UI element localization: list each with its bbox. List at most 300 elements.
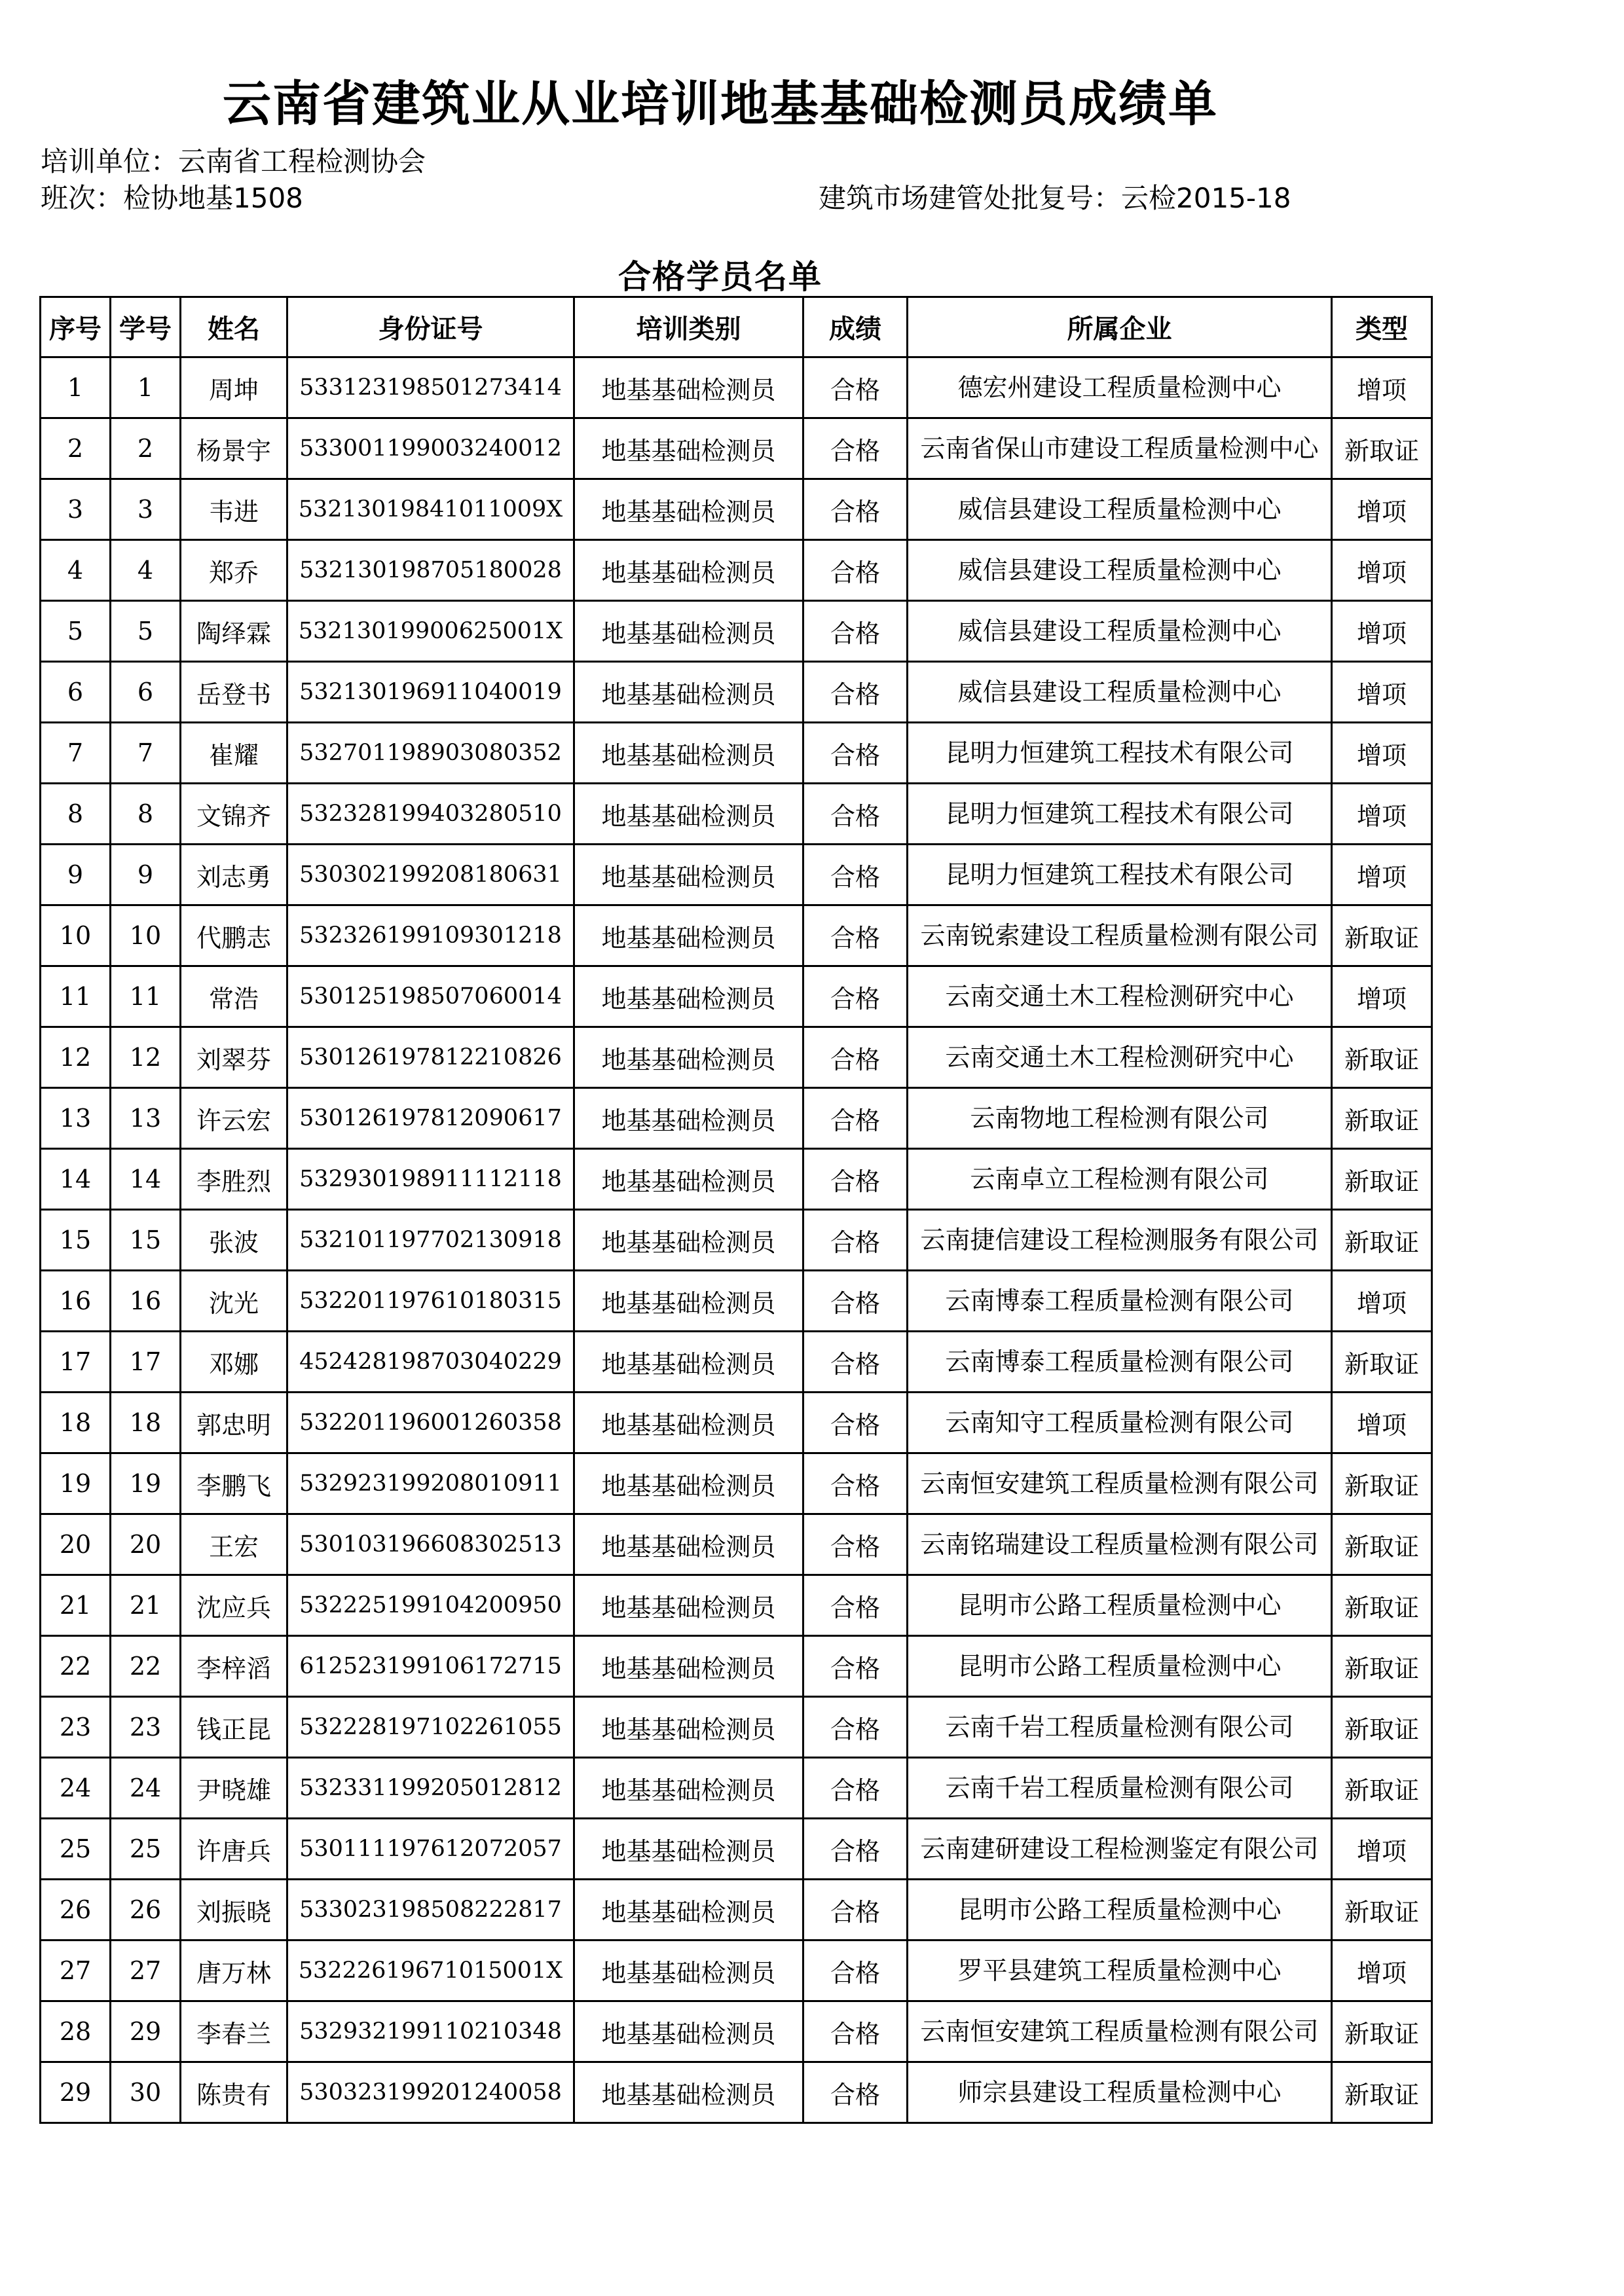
seq-cell: 10 bbox=[41, 905, 111, 966]
company-text: 云南恒安建筑工程质量检测有限公司 bbox=[920, 2017, 1319, 2046]
table-row bbox=[41, 1149, 1432, 1210]
seq-cell: 6 bbox=[41, 662, 111, 723]
score-cell: 合格 bbox=[803, 1393, 908, 1453]
type-cell: 新取证 bbox=[1332, 1880, 1432, 1941]
seq-cell: 20 bbox=[41, 1514, 111, 1575]
company-cell bbox=[908, 784, 1332, 845]
training-category-cell: 地基基础检测员 bbox=[574, 1697, 803, 1758]
company-cell bbox=[908, 723, 1332, 784]
company-cell bbox=[908, 845, 1332, 905]
company-text: 昆明市公路工程质量检测中心 bbox=[957, 1652, 1282, 1681]
id-number-cell: 530126197812210826 bbox=[287, 1027, 574, 1088]
training-category-cell: 地基基础检测员 bbox=[574, 1088, 803, 1149]
score-cell: 合格 bbox=[803, 1210, 908, 1271]
name-cell: 岳登书 bbox=[181, 662, 287, 723]
company-cell bbox=[908, 1210, 1332, 1271]
header-seq: 序号 bbox=[41, 297, 111, 357]
student-no-cell: 3 bbox=[111, 479, 181, 540]
student-no-cell: 10 bbox=[111, 905, 181, 966]
student-no-cell: 23 bbox=[111, 1697, 181, 1758]
company-cell bbox=[908, 1575, 1332, 1636]
id-number-cell: 452428198703040229 bbox=[287, 1332, 574, 1393]
student-no-cell: 13 bbox=[111, 1088, 181, 1149]
id-number-cell: 530302199208180631 bbox=[287, 845, 574, 905]
id-number-cell: 532923199208010911 bbox=[287, 1453, 574, 1514]
header-training-category: 培训类别 bbox=[574, 297, 803, 357]
training-category-cell: 地基基础检测员 bbox=[574, 1514, 803, 1575]
name-cell: 王宏 bbox=[181, 1514, 287, 1575]
company-text: 德宏州建设工程质量检测中心 bbox=[957, 373, 1282, 402]
score-cell: 合格 bbox=[803, 723, 908, 784]
seq-cell: 17 bbox=[41, 1332, 111, 1393]
training-category-cell: 地基基础检测员 bbox=[574, 1271, 803, 1332]
id-number-cell: 532225199104200950 bbox=[287, 1575, 574, 1636]
id-number-cell: 533123198501273414 bbox=[287, 357, 574, 418]
score-cell: 合格 bbox=[803, 1514, 908, 1575]
company-cell bbox=[908, 1271, 1332, 1332]
name-cell: 许云宏 bbox=[181, 1088, 287, 1149]
student-no-cell: 18 bbox=[111, 1393, 181, 1453]
seq-cell: 2 bbox=[41, 418, 111, 479]
seq-cell: 23 bbox=[41, 1697, 111, 1758]
table-row bbox=[41, 601, 1432, 662]
company-text: 昆明市公路工程质量检测中心 bbox=[957, 1895, 1282, 1924]
seq-cell: 24 bbox=[41, 1758, 111, 1819]
name-cell: 郭忠明 bbox=[181, 1393, 287, 1453]
header-type: 类型 bbox=[1332, 297, 1432, 357]
score-cell: 合格 bbox=[803, 1027, 908, 1088]
name-cell: 李梓滔 bbox=[181, 1636, 287, 1697]
company-text: 威信县建设工程质量检测中心 bbox=[957, 556, 1282, 585]
id-number-cell: 530103196608302513 bbox=[287, 1514, 574, 1575]
table-row bbox=[41, 2062, 1432, 2123]
company-cell bbox=[908, 1941, 1332, 2001]
training-category-cell: 地基基础检测员 bbox=[574, 357, 803, 418]
table-row bbox=[41, 1271, 1432, 1332]
name-cell: 常浩 bbox=[181, 966, 287, 1027]
name-cell: 陶绎霖 bbox=[181, 601, 287, 662]
company-text: 云南捷信建设工程检测服务有限公司 bbox=[920, 1226, 1319, 1254]
header-score: 成绩 bbox=[803, 297, 908, 357]
seq-cell: 1 bbox=[41, 357, 111, 418]
score-cell: 合格 bbox=[803, 966, 908, 1027]
student-no-cell: 21 bbox=[111, 1575, 181, 1636]
company-text: 云南千岩工程质量检测有限公司 bbox=[945, 1713, 1294, 1741]
company-text: 云南物地工程检测有限公司 bbox=[970, 1104, 1269, 1133]
type-cell: 新取证 bbox=[1332, 1453, 1432, 1514]
company-cell bbox=[908, 1514, 1332, 1575]
training-category-cell: 地基基础检测员 bbox=[574, 723, 803, 784]
training-category-cell: 地基基础检测员 bbox=[574, 1393, 803, 1453]
company-cell bbox=[908, 1819, 1332, 1880]
table-row bbox=[41, 1393, 1432, 1453]
score-cell: 合格 bbox=[803, 418, 908, 479]
company-text: 云南铭瑞建设工程质量检测有限公司 bbox=[920, 1530, 1319, 1559]
id-number-cell: 532328199403280510 bbox=[287, 784, 574, 845]
training-category-cell: 地基基础检测员 bbox=[574, 845, 803, 905]
company-cell bbox=[908, 540, 1332, 601]
company-cell bbox=[908, 1636, 1332, 1697]
company-cell bbox=[908, 1088, 1332, 1149]
roster-table bbox=[39, 296, 1433, 2124]
company-text: 云南博泰工程质量检测有限公司 bbox=[945, 1347, 1294, 1376]
training-category-cell: 地基基础检测员 bbox=[574, 2062, 803, 2123]
score-cell: 合格 bbox=[803, 662, 908, 723]
id-number-cell: 530111197612072057 bbox=[287, 1819, 574, 1880]
table-row bbox=[41, 662, 1432, 723]
type-cell: 新取证 bbox=[1332, 1088, 1432, 1149]
training-category-cell: 地基基础检测员 bbox=[574, 601, 803, 662]
score-cell: 合格 bbox=[803, 1636, 908, 1697]
table-row bbox=[41, 1941, 1432, 2001]
company-cell bbox=[908, 1880, 1332, 1941]
table-row bbox=[41, 1880, 1432, 1941]
company-cell bbox=[908, 905, 1332, 966]
table-row bbox=[41, 540, 1432, 601]
id-number-cell: 532130198705180028 bbox=[287, 540, 574, 601]
company-cell bbox=[908, 662, 1332, 723]
name-cell: 唐万林 bbox=[181, 1941, 287, 2001]
seq-cell: 7 bbox=[41, 723, 111, 784]
name-cell: 刘振晓 bbox=[181, 1880, 287, 1941]
company-text: 云南省保山市建设工程质量检测中心 bbox=[920, 434, 1319, 463]
seq-cell: 26 bbox=[41, 1880, 111, 1941]
student-no-cell: 20 bbox=[111, 1514, 181, 1575]
table-row bbox=[41, 1027, 1432, 1088]
company-text: 云南恒安建筑工程质量检测有限公司 bbox=[920, 1469, 1319, 1498]
approval-number: 建筑市场建管处批复号：云检2015-18 bbox=[819, 182, 1291, 214]
training-category-cell: 地基基础检测员 bbox=[574, 905, 803, 966]
training-category-cell: 地基基础检测员 bbox=[574, 966, 803, 1027]
training-category-cell: 地基基础检测员 bbox=[574, 662, 803, 723]
company-cell bbox=[908, 601, 1332, 662]
table-row bbox=[41, 357, 1432, 418]
company-text: 云南交通土木工程检测研究中心 bbox=[945, 982, 1294, 1011]
table-row bbox=[41, 905, 1432, 966]
id-number-cell: 532932199110210348 bbox=[287, 2001, 574, 2062]
student-no-cell: 5 bbox=[111, 601, 181, 662]
id-number-cell: 532331199205012812 bbox=[287, 1758, 574, 1819]
seq-cell: 14 bbox=[41, 1149, 111, 1210]
table-row bbox=[41, 1514, 1432, 1575]
id-number-cell: 532228197102261055 bbox=[287, 1697, 574, 1758]
company-text: 云南博泰工程质量检测有限公司 bbox=[945, 1286, 1294, 1315]
score-cell: 合格 bbox=[803, 845, 908, 905]
header-student-no: 学号 bbox=[111, 297, 181, 357]
type-cell: 增项 bbox=[1332, 966, 1432, 1027]
company-text: 威信县建设工程质量检测中心 bbox=[957, 495, 1282, 524]
name-cell: 张波 bbox=[181, 1210, 287, 1271]
company-text: 云南知守工程质量检测有限公司 bbox=[945, 1408, 1294, 1437]
type-cell: 新取证 bbox=[1332, 1514, 1432, 1575]
name-cell: 李胜烈 bbox=[181, 1149, 287, 1210]
name-cell: 刘志勇 bbox=[181, 845, 287, 905]
company-cell bbox=[908, 966, 1332, 1027]
student-no-cell: 29 bbox=[111, 2001, 181, 2062]
id-number-cell: 53213019900625001X bbox=[287, 601, 574, 662]
student-no-cell: 17 bbox=[111, 1332, 181, 1393]
name-cell: 钱正昆 bbox=[181, 1697, 287, 1758]
type-cell: 新取证 bbox=[1332, 2001, 1432, 2062]
seq-cell: 3 bbox=[41, 479, 111, 540]
company-text: 云南千岩工程质量检测有限公司 bbox=[945, 1774, 1294, 1802]
table-row bbox=[41, 723, 1432, 784]
training-category-cell: 地基基础检测员 bbox=[574, 2001, 803, 2062]
company-cell bbox=[908, 418, 1332, 479]
id-number-cell: 530125198507060014 bbox=[287, 966, 574, 1027]
student-no-cell: 1 bbox=[111, 357, 181, 418]
name-cell: 沈光 bbox=[181, 1271, 287, 1332]
seq-cell: 9 bbox=[41, 845, 111, 905]
student-no-cell: 2 bbox=[111, 418, 181, 479]
training-category-cell: 地基基础检测员 bbox=[574, 1819, 803, 1880]
student-no-cell: 26 bbox=[111, 1880, 181, 1941]
id-number-cell: 532701198903080352 bbox=[287, 723, 574, 784]
table-row bbox=[41, 1697, 1432, 1758]
table-row bbox=[41, 479, 1432, 540]
company-cell bbox=[908, 1027, 1332, 1088]
type-cell: 增项 bbox=[1332, 540, 1432, 601]
header-company: 所属企业 bbox=[908, 297, 1332, 357]
seq-cell: 18 bbox=[41, 1393, 111, 1453]
training-category-cell: 地基基础检测员 bbox=[574, 1575, 803, 1636]
id-number-cell: 532130196911040019 bbox=[287, 662, 574, 723]
score-cell: 合格 bbox=[803, 479, 908, 540]
company-text: 云南交通土木工程检测研究中心 bbox=[945, 1043, 1294, 1072]
company-cell bbox=[908, 1697, 1332, 1758]
score-cell: 合格 bbox=[803, 905, 908, 966]
type-cell: 新取证 bbox=[1332, 1697, 1432, 1758]
seq-cell: 11 bbox=[41, 966, 111, 1027]
id-number-cell: 532201197610180315 bbox=[287, 1271, 574, 1332]
company-text: 威信县建设工程质量检测中心 bbox=[957, 617, 1282, 646]
student-no-cell: 14 bbox=[111, 1149, 181, 1210]
seq-cell: 22 bbox=[41, 1636, 111, 1697]
student-no-cell: 19 bbox=[111, 1453, 181, 1514]
type-cell: 新取证 bbox=[1332, 1575, 1432, 1636]
id-number-cell: 532930198911112118 bbox=[287, 1149, 574, 1210]
company-text: 云南建研建设工程检测鉴定有限公司 bbox=[920, 1834, 1319, 1863]
name-cell: 韦进 bbox=[181, 479, 287, 540]
student-no-cell: 30 bbox=[111, 2062, 181, 2123]
score-cell: 合格 bbox=[803, 1941, 908, 2001]
company-text: 威信县建设工程质量检测中心 bbox=[957, 678, 1282, 706]
score-cell: 合格 bbox=[803, 1758, 908, 1819]
score-cell: 合格 bbox=[803, 2001, 908, 2062]
score-cell: 合格 bbox=[803, 1880, 908, 1941]
type-cell: 增项 bbox=[1332, 723, 1432, 784]
type-cell: 新取证 bbox=[1332, 2062, 1432, 2123]
seq-cell: 19 bbox=[41, 1453, 111, 1514]
id-number-cell: 533023198508222817 bbox=[287, 1880, 574, 1941]
name-cell: 刘翠芬 bbox=[181, 1027, 287, 1088]
name-cell: 文锦齐 bbox=[181, 784, 287, 845]
company-cell bbox=[908, 357, 1332, 418]
company-cell bbox=[908, 1393, 1332, 1453]
table-row bbox=[41, 418, 1432, 479]
training-unit: 培训单位：云南省工程检测协会 bbox=[41, 145, 426, 177]
name-cell: 许唐兵 bbox=[181, 1819, 287, 1880]
training-category-cell: 地基基础检测员 bbox=[574, 479, 803, 540]
training-category-cell: 地基基础检测员 bbox=[574, 1941, 803, 2001]
type-cell: 新取证 bbox=[1332, 1636, 1432, 1697]
company-text: 罗平县建筑工程质量检测中心 bbox=[957, 1956, 1282, 1985]
seq-cell: 15 bbox=[41, 1210, 111, 1271]
score-cell: 合格 bbox=[803, 357, 908, 418]
company-cell bbox=[908, 1758, 1332, 1819]
seq-cell: 8 bbox=[41, 784, 111, 845]
training-category-cell: 地基基础检测员 bbox=[574, 1453, 803, 1514]
company-cell bbox=[908, 2001, 1332, 2062]
training-category-cell: 地基基础检测员 bbox=[574, 540, 803, 601]
student-no-cell: 16 bbox=[111, 1271, 181, 1332]
company-cell bbox=[908, 1149, 1332, 1210]
student-no-cell: 9 bbox=[111, 845, 181, 905]
table-row bbox=[41, 2001, 1432, 2062]
company-text: 昆明市公路工程质量检测中心 bbox=[957, 1591, 1282, 1620]
seq-cell: 25 bbox=[41, 1819, 111, 1880]
type-cell: 新取证 bbox=[1332, 905, 1432, 966]
training-category-cell: 地基基础检测员 bbox=[574, 1027, 803, 1088]
name-cell: 李鹏飞 bbox=[181, 1453, 287, 1514]
student-no-cell: 15 bbox=[111, 1210, 181, 1271]
student-no-cell: 4 bbox=[111, 540, 181, 601]
student-no-cell: 11 bbox=[111, 966, 181, 1027]
student-no-cell: 27 bbox=[111, 1941, 181, 2001]
type-cell: 增项 bbox=[1332, 601, 1432, 662]
table-row bbox=[41, 1819, 1432, 1880]
name-cell: 李春兰 bbox=[181, 2001, 287, 2062]
type-cell: 增项 bbox=[1332, 845, 1432, 905]
score-cell: 合格 bbox=[803, 1453, 908, 1514]
type-cell: 新取证 bbox=[1332, 1149, 1432, 1210]
table-row bbox=[41, 1453, 1432, 1514]
seq-cell: 5 bbox=[41, 601, 111, 662]
table-row bbox=[41, 845, 1432, 905]
seq-cell: 21 bbox=[41, 1575, 111, 1636]
type-cell: 增项 bbox=[1332, 1393, 1432, 1453]
company-text: 昆明力恒建筑工程技术有限公司 bbox=[945, 738, 1294, 767]
type-cell: 增项 bbox=[1332, 1941, 1432, 2001]
company-text: 昆明力恒建筑工程技术有限公司 bbox=[945, 860, 1294, 889]
type-cell: 新取证 bbox=[1332, 1332, 1432, 1393]
id-number-cell: 612523199106172715 bbox=[287, 1636, 574, 1697]
score-cell: 合格 bbox=[803, 2062, 908, 2123]
name-cell: 代鹏志 bbox=[181, 905, 287, 966]
training-category-cell: 地基基础检测员 bbox=[574, 784, 803, 845]
company-text: 云南锐索建设工程质量检测有限公司 bbox=[920, 921, 1319, 950]
company-text: 云南卓立工程检测有限公司 bbox=[970, 1165, 1269, 1194]
table-row bbox=[41, 1758, 1432, 1819]
type-cell: 增项 bbox=[1332, 357, 1432, 418]
seq-cell: 29 bbox=[41, 2062, 111, 2123]
student-no-cell: 22 bbox=[111, 1636, 181, 1697]
class-name: 班次：检协地基1508 bbox=[41, 182, 303, 214]
score-cell: 合格 bbox=[803, 784, 908, 845]
seq-cell: 13 bbox=[41, 1088, 111, 1149]
header-name: 姓名 bbox=[181, 297, 287, 357]
score-cell: 合格 bbox=[803, 1332, 908, 1393]
type-cell: 新取证 bbox=[1332, 1210, 1432, 1271]
id-number-cell: 532101197702130918 bbox=[287, 1210, 574, 1271]
student-no-cell: 25 bbox=[111, 1819, 181, 1880]
score-cell: 合格 bbox=[803, 1697, 908, 1758]
table-row bbox=[41, 1210, 1432, 1271]
training-category-cell: 地基基础检测员 bbox=[574, 1880, 803, 1941]
type-cell: 新取证 bbox=[1332, 1027, 1432, 1088]
score-cell: 合格 bbox=[803, 540, 908, 601]
score-cell: 合格 bbox=[803, 1271, 908, 1332]
student-no-cell: 12 bbox=[111, 1027, 181, 1088]
id-number-cell: 530126197812090617 bbox=[287, 1088, 574, 1149]
score-cell: 合格 bbox=[803, 1819, 908, 1880]
table-row bbox=[41, 1332, 1432, 1393]
training-category-cell: 地基基础检测员 bbox=[574, 1210, 803, 1271]
table-row bbox=[41, 1575, 1432, 1636]
company-cell bbox=[908, 1453, 1332, 1514]
id-number-cell: 530323199201240058 bbox=[287, 2062, 574, 2123]
seq-cell: 28 bbox=[41, 2001, 111, 2062]
header-id-number: 身份证号 bbox=[287, 297, 574, 357]
table-row bbox=[41, 1636, 1432, 1697]
type-cell: 增项 bbox=[1332, 1819, 1432, 1880]
type-cell: 增项 bbox=[1332, 662, 1432, 723]
seq-cell: 4 bbox=[41, 540, 111, 601]
id-number-cell: 53213019841011009X bbox=[287, 479, 574, 540]
name-cell: 周坤 bbox=[181, 357, 287, 418]
type-cell: 新取证 bbox=[1332, 1758, 1432, 1819]
name-cell: 尹晓雄 bbox=[181, 1758, 287, 1819]
seq-cell: 12 bbox=[41, 1027, 111, 1088]
table-header-row bbox=[41, 297, 1432, 357]
student-no-cell: 8 bbox=[111, 784, 181, 845]
training-category-cell: 地基基础检测员 bbox=[574, 1332, 803, 1393]
company-cell bbox=[908, 479, 1332, 540]
name-cell: 杨景宇 bbox=[181, 418, 287, 479]
company-cell bbox=[908, 2062, 1332, 2123]
name-cell: 陈贵有 bbox=[181, 2062, 287, 2123]
training-category-cell: 地基基础检测员 bbox=[574, 1149, 803, 1210]
table-row bbox=[41, 1088, 1432, 1149]
student-no-cell: 7 bbox=[111, 723, 181, 784]
type-cell: 增项 bbox=[1332, 479, 1432, 540]
training-category-cell: 地基基础检测员 bbox=[574, 1758, 803, 1819]
type-cell: 新取证 bbox=[1332, 418, 1432, 479]
type-cell: 增项 bbox=[1332, 784, 1432, 845]
name-cell: 邓娜 bbox=[181, 1332, 287, 1393]
name-cell: 郑乔 bbox=[181, 540, 287, 601]
score-cell: 合格 bbox=[803, 601, 908, 662]
student-no-cell: 6 bbox=[111, 662, 181, 723]
id-number-cell: 533001199003240012 bbox=[287, 418, 574, 479]
id-number-cell: 53222619671015001X bbox=[287, 1941, 574, 2001]
seq-cell: 27 bbox=[41, 1941, 111, 2001]
score-cell: 合格 bbox=[803, 1575, 908, 1636]
training-category-cell: 地基基础检测员 bbox=[574, 1636, 803, 1697]
seq-cell: 16 bbox=[41, 1271, 111, 1332]
student-no-cell: 24 bbox=[111, 1758, 181, 1819]
id-number-cell: 532201196001260358 bbox=[287, 1393, 574, 1453]
table-row bbox=[41, 966, 1432, 1027]
table-subtitle: 合格学员名单 bbox=[618, 258, 822, 296]
name-cell: 沈应兵 bbox=[181, 1575, 287, 1636]
score-cell: 合格 bbox=[803, 1088, 908, 1149]
roster-body bbox=[41, 357, 1432, 2123]
id-number-cell: 532326199109301218 bbox=[287, 905, 574, 966]
score-cell: 合格 bbox=[803, 1149, 908, 1210]
company-cell bbox=[908, 1332, 1332, 1393]
training-category-cell: 地基基础检测员 bbox=[574, 418, 803, 479]
